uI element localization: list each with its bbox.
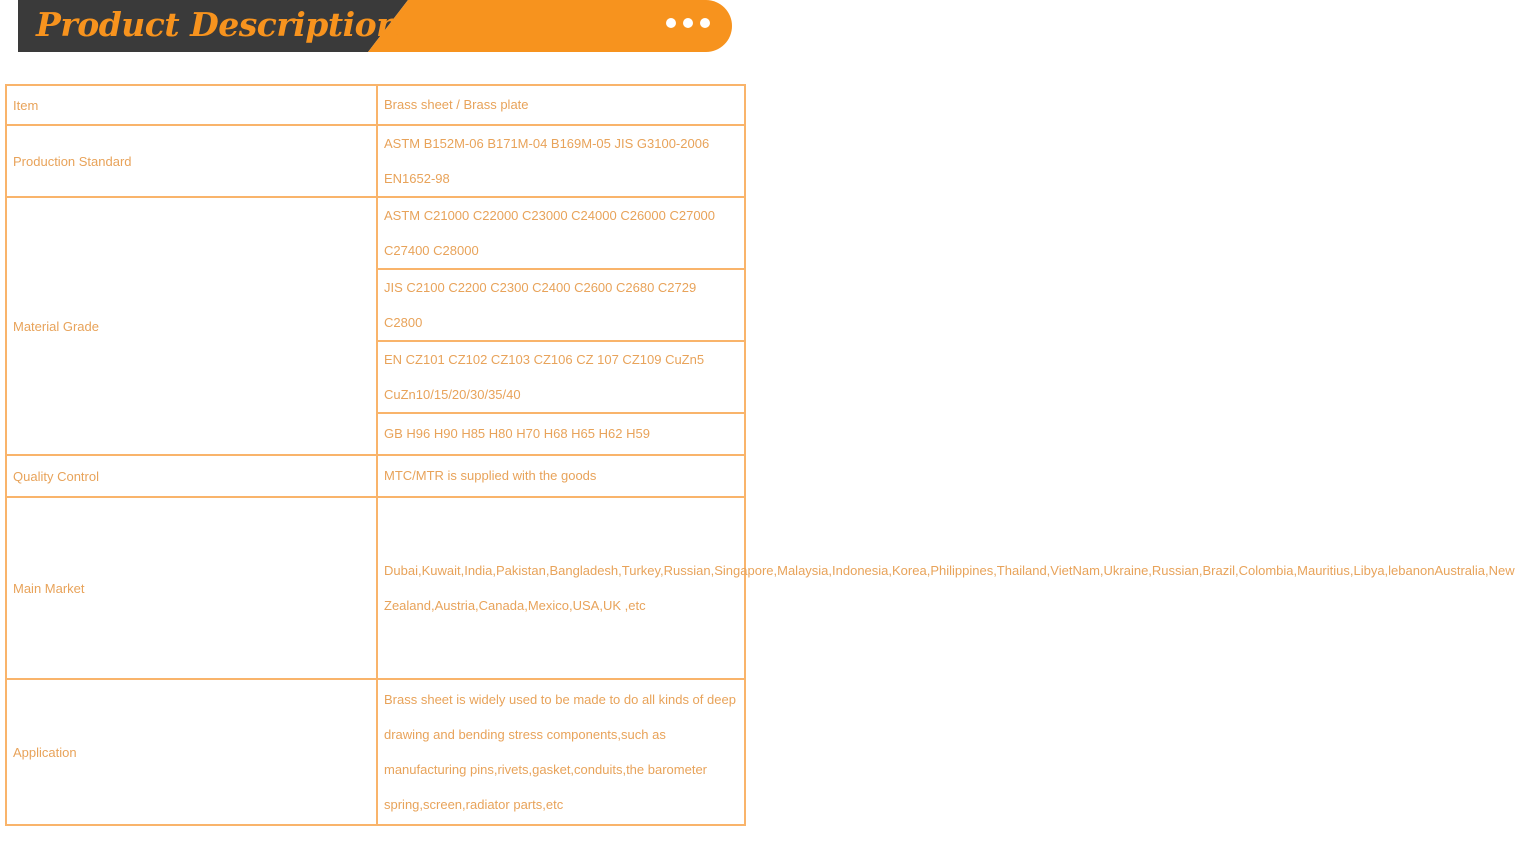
row-value: GB H96 H90 H85 H80 H70 H68 H65 H62 H59	[377, 413, 745, 455]
row-value: MTC/MTR is supplied with the goods	[377, 455, 745, 497]
row-label: Quality Control	[6, 455, 377, 497]
row-value: Brass sheet is widely used to be made to do all kinds of deep drawing and bending stress components,such as manufacturing pins,rivets,gasket,conduits,the barometer spring,screen,radiator parts,etc	[377, 679, 745, 825]
table-row-production-standard	[6, 125, 745, 197]
row-label: Application	[6, 679, 377, 825]
row-label: Production Standard	[6, 125, 377, 197]
row-label: Item	[6, 85, 377, 125]
row-value: ASTM C21000 C22000 C23000 C24000 C26000 C27000 C27400 C28000	[377, 197, 745, 269]
product-spec-table	[5, 84, 1515, 826]
product-description-banner	[18, 0, 732, 52]
row-value: JIS C2100 C2200 C2300 C2400 C2600 C2680 C2729 C2800	[377, 269, 745, 341]
table-row-item	[6, 85, 745, 125]
table-row-application	[6, 679, 745, 825]
banner-title: Product Description	[36, 5, 400, 44]
row-value: Brass sheet / Brass plate	[377, 85, 745, 125]
table-row-main-market	[6, 497, 745, 679]
row-value: ASTM B152M-06 B171M-04 B169M-05 JIS G3100-2006 EN1652-98	[377, 125, 745, 197]
row-label: Main Market	[6, 497, 377, 679]
row-value: Dubai,Kuwait,India,Pakistan,Bangladesh,Turkey,Russian,Singapore,Malaysia,Indonesia,Korea,Philippines,Thailand,VietNam,Ukraine,Russian,Brazil,Colombia,Mauritius,Libya,lebanonAustralia,New Zealand,Austria,Canada,Mexico,USA,UK ,etc	[377, 497, 745, 679]
table-row-material-grade-astm	[6, 197, 745, 269]
row-label: Material Grade	[6, 197, 377, 455]
more-dots-icon[interactable]	[666, 18, 710, 28]
row-value: EN CZ101 CZ102 CZ103 CZ106 CZ 107 CZ109 CuZn5 CuZn10/15/20/30/35/40	[377, 341, 745, 413]
table-row-quality-control	[6, 455, 745, 497]
